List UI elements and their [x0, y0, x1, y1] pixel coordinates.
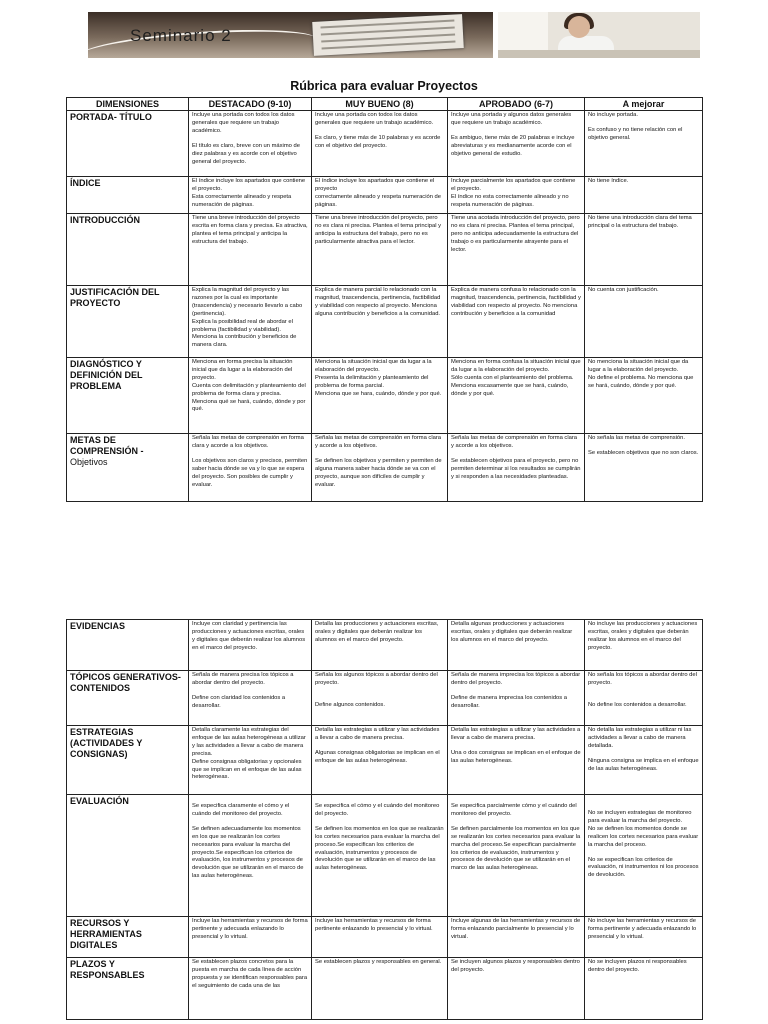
- criterion-text: Explica la posibilidad real de abordar el problema (factibilidad y viabilidad).: [192, 318, 293, 333]
- header-dimensiones: DIMENSIONES: [67, 98, 189, 111]
- rubric-row: [67, 358, 703, 434]
- criterion-cell-a-mejorar: [585, 671, 703, 726]
- dimension-label: EVALUACIÓN: [70, 796, 129, 806]
- criterion-cell-aprobado: [448, 671, 585, 726]
- criterion-cell-aprobado: [448, 111, 585, 177]
- criterion-cell-a-mejorar: [585, 620, 703, 671]
- rubric-row: [67, 671, 703, 726]
- dimension-label: PLAZOS Y RESPONSABLES: [70, 959, 145, 980]
- criterion-cell-a-mejorar: [585, 726, 703, 795]
- criterion-cell-muy-bueno: [312, 286, 448, 358]
- rubric-row: [67, 177, 703, 214]
- header-aprobado: APROBADO (6-7): [448, 98, 585, 111]
- criterion-text: Presenta la delimitación y planteamiento del problema de forma parcial.: [315, 374, 429, 389]
- dimension-cell: [67, 917, 189, 958]
- criterion-cell-destacado: [189, 358, 312, 434]
- criterion-cell-a-mejorar: [585, 214, 703, 286]
- banner-image-person: [498, 12, 700, 58]
- criterion-cell-a-mejorar: [585, 434, 703, 502]
- criterion-text: No tiene una introducción clara del tema principal o la estructura del trabajo.: [588, 215, 692, 229]
- criterion-text: correctamente alineado y respeta numeración de páginas.: [315, 193, 441, 208]
- rubric-row: [67, 620, 703, 671]
- criterion-text: Se especifica el cómo y el cuándo del monitoreo del proyecto.: [315, 803, 440, 817]
- criterion-text: Detalla algunas producciones y actuaciones escritas, orales y digitales que deberán realizar los alumnos en el marco del proyecto.: [451, 621, 573, 643]
- criterion-text: No incluye las producciones y actuaciones escritas, orales y digitales que deberán realizar los alumnos en el marco del proyecto.: [588, 621, 698, 651]
- criterion-cell-a-mejorar: [585, 177, 703, 214]
- criterion-cell-muy-bueno: [312, 726, 448, 795]
- criterion-text: Es ambiguo, tiene más de 20 palabras e incluye abreviaturas y es medianamente acorde con el objetivo general de estudio.: [451, 134, 575, 157]
- criterion-text: Cuenta con delimitación y planteamiento del problema de forma clara y precisa.: [192, 382, 306, 397]
- rubric-row: [67, 286, 703, 358]
- criterion-cell-muy-bueno: [312, 958, 448, 1020]
- criterion-cell-aprobado: [448, 958, 585, 1020]
- criterion-text: El índice incluye los apartados que contiene el proyecto: [315, 178, 435, 192]
- criterion-text: Se establecen plazos concretos para la puesta en marcha de cada línea de acción propuesta y se identifican responsables para el seguimiento de cada una de las: [192, 959, 308, 989]
- criterion-cell-a-mejorar: [585, 111, 703, 177]
- dimension-cell: [67, 726, 189, 795]
- rubric-table-2: [66, 619, 703, 1020]
- criterion-cell-aprobado: [448, 620, 585, 671]
- criterion-cell-destacado: [189, 958, 312, 1020]
- criterion-text: Incluye las herramientas y recursos de forma pertinente y adecuada enlazando lo presencial y lo virtual.: [192, 918, 308, 940]
- criterion-cell-destacado: [189, 671, 312, 726]
- criterion-text: Señala las metas de comprensión en forma clara y acorde a los objetivos.: [315, 435, 441, 449]
- criterion-text: Se establecen objetivos que no son claros.: [588, 449, 699, 456]
- criterion-text: Menciona en forma confusa la situación inicial que da lugar a la elaboración del proyecto.: [451, 359, 581, 373]
- dimension-cell: [67, 620, 189, 671]
- criterion-text: No se especifican los criterios de evaluación, ni instrumentos ni los procesos de devolución.: [588, 856, 699, 879]
- criterion-text: Tiene una breve introducción del proyecto escrita en forma clara y precisa. Es atractiva, plantea el tema principal y anticipa la estructura del trabajo.: [192, 215, 308, 245]
- criterion-text: Señala los algunos tópicos a abordar dentro del proyecto.: [315, 672, 438, 686]
- dimension-cell: [67, 434, 189, 502]
- dimension-label: METAS DE COMPRENSIÓN -: [70, 435, 144, 456]
- criterion-cell-destacado: [189, 795, 312, 917]
- criterion-cell-aprobado: [448, 214, 585, 286]
- criterion-text: Menciona qué se hará, cuándo, dónde y por qué.: [192, 398, 306, 413]
- criterion-text: Menciona en forma precisa la situación inicial que da lugar a la elaboración del proyecto.: [192, 359, 293, 381]
- criterion-text: Incluye una portada con todos los datos generales que requiere un trabajo académico.: [192, 112, 295, 134]
- dimension-label: INTRODUCCIÓN: [70, 215, 140, 225]
- criterion-cell-aprobado: [448, 177, 585, 214]
- criterion-cell-muy-bueno: [312, 917, 448, 958]
- dimension-cell: [67, 214, 189, 286]
- criterion-text: Ninguna consigna se implica en el enfoque de las aulas heterogéneas.: [588, 757, 699, 772]
- criterion-text: Menciona la contribución y beneficios de manera clara.: [192, 334, 297, 349]
- criterion-text: No cuenta con justificación.: [588, 287, 659, 293]
- dimension-label: JUSTIFICACIÓN DEL PROYECTO: [70, 287, 160, 308]
- criterion-cell-aprobado: [448, 917, 585, 958]
- criterion-cell-muy-bueno: [312, 434, 448, 502]
- criterion-cell-a-mejorar: [585, 917, 703, 958]
- banner-image-desk: [88, 12, 493, 58]
- criterion-text: Explica la magnitud del proyecto y las razones por la cual es importante (trascendencia) y necesario llevarlo a cabo (pertinencia).: [192, 287, 303, 317]
- criterion-text: Una o dos consignas se implican en el enfoque de las aulas heterogéneas.: [451, 749, 581, 764]
- header-muy-bueno: MUY BUENO (8): [312, 98, 448, 111]
- criterion-text: Algunas consignas obligatorias se implican en el enfoque de las aulas heterogéneas.: [315, 749, 440, 764]
- criterion-cell-destacado: [189, 286, 312, 358]
- criterion-cell-a-mejorar: [585, 795, 703, 917]
- header-destacado: DESTACADO (9-10): [189, 98, 312, 111]
- criterion-text: Define algunos contenidos.: [315, 701, 385, 708]
- criterion-text: Se definen los objetivos y permiten y permiten de alguna manera saber hacia dónde se va con el proyecto, aunque son difíciles de cumplir y evaluar.: [315, 457, 442, 488]
- criterion-text: Señala de manera imprecisa los tópicos a abordar dentro del proyecto.: [451, 672, 581, 686]
- dimension-cell: [67, 358, 189, 434]
- criterion-text: Define consignas obligatorias y opcionales que se implican en el enfoque de las aulas heterogéneas.: [192, 758, 302, 781]
- criterion-text: Menciona escasamente que se hará, cuándo, dónde y por qué.: [451, 382, 569, 397]
- rubric-row: [67, 111, 703, 177]
- dimension-sublabel: Objetivos: [70, 457, 108, 467]
- rubric-row: [67, 726, 703, 795]
- criterion-cell-muy-bueno: [312, 358, 448, 434]
- criterion-text: Detalla las estrategias a utilizar y las actividades a llevar a cabo de manera precisa.: [315, 727, 440, 741]
- dimension-label: ESTRATEGIAS (ACTIVIDADES Y CONSIGNAS): [70, 727, 143, 759]
- criterion-text: Incluye una portada y algunos datos generales que requiere un trabajo académico.: [451, 112, 572, 126]
- criterion-cell-muy-bueno: [312, 795, 448, 917]
- criterion-text: Detalla las estrategias a utilizar y las actividades a llevar a cabo de manera precisa.: [451, 727, 581, 741]
- criterion-cell-destacado: [189, 177, 312, 214]
- criterion-text: Explica de manera confusa lo relacionado con la magnitud, trascendencia, pertinencia, factibilidad y viabilidad con respecto al proyecto. No menciona contribución y beneficios a la comunidad: [451, 287, 581, 317]
- criterion-text: No define el problema. No menciona que se hará, cuándo, dónde y por qué.: [588, 374, 694, 389]
- rubric-table-1: [66, 97, 703, 502]
- criterion-cell-aprobado: [448, 726, 585, 795]
- criterion-cell-muy-bueno: [312, 620, 448, 671]
- criterion-text: Explica de manera parcial lo relacionado con la magnitud, trascendencia, pertinencia, factibilidad y viabilidad con respecto al proyecto. Menciona alguna contribución y beneficios a la comunidad.: [315, 287, 441, 317]
- criterion-text: Menciona la situación inicial que da lugar a la elaboración del proyecto.: [315, 359, 432, 373]
- criterion-text: Se especifica claramente el cómo y el cuándo del monitoreo del proyecto.: [192, 803, 290, 817]
- criterion-cell-destacado: [189, 917, 312, 958]
- rubric-row: [67, 917, 703, 958]
- criterion-text: Detalla claramente las estrategias del enfoque de las aulas heterogéneas a utilizar y las actividades a llevar a cabo de manera precisa.: [192, 727, 306, 757]
- criterion-text: Detalla las producciones y actuaciones escritas, orales y digitales que deberán realizar los alumnos en el marco del proyecto.: [315, 621, 439, 643]
- dimension-cell: [67, 795, 189, 917]
- dimension-label: ÍNDICE: [70, 178, 101, 188]
- criterion-cell-muy-bueno: [312, 177, 448, 214]
- criterion-cell-destacado: [189, 620, 312, 671]
- criterion-text: El índice incluye los apartados que contiene el proyecto.: [192, 178, 306, 192]
- criterion-text: Incluye algunas de las herramientas y recursos de forma enlazando parcialmente lo presencial y lo virtual.: [451, 918, 581, 940]
- criterion-text: No tiene índice.: [588, 178, 629, 184]
- criterion-text: No detalla las estrategias a utilizar ni las actividades a llevar a cabo de manera detallada.: [588, 727, 692, 749]
- criterion-text: El índice no esta correctamente alineado y no respeta numeración de páginas.: [451, 193, 569, 208]
- criterion-text: Sólo cuenta con el planteamiento del problema.: [451, 374, 574, 381]
- criterion-cell-a-mejorar: [585, 358, 703, 434]
- criterion-cell-muy-bueno: [312, 214, 448, 286]
- dimension-label: DIAGNÓSTICO Y DEFINICIÓN DEL PROBLEMA: [70, 359, 143, 391]
- criterion-text: No define los contenidos a desarrollar.: [588, 701, 687, 708]
- criterion-text: Esta correctamente alineado y respeta numeración de páginas.: [192, 193, 292, 208]
- criterion-text: Se especifica parcialmente cómo y el cuándo del monitoreo del proyecto.: [451, 803, 577, 817]
- criterion-text: Señala las metas de comprensión en forma clara y acorde a los objetivos.: [451, 435, 577, 449]
- criterion-cell-a-mejorar: [585, 286, 703, 358]
- rubric-row: [67, 434, 703, 502]
- page-title: Rúbrica para evaluar Proyectos: [290, 79, 478, 93]
- criterion-text: No incluye portada.: [588, 112, 638, 118]
- criterion-text: Se establecen plazos y responsables en general.: [315, 959, 442, 965]
- dimension-label: RECURSOS Y HERRAMIENTAS DIGITALES: [70, 918, 142, 950]
- criterion-text: Incluye con claridad y pertinencia las producciones y actuaciones escritas, orales y digitales que deberán realizar los alumnos en el marco del proyecto.: [192, 621, 306, 651]
- rubric-row: [67, 795, 703, 917]
- criterion-text: No señala los tópicos a abordar dentro del proyecto.: [588, 672, 697, 686]
- criterion-cell-aprobado: [448, 358, 585, 434]
- criterion-text: Los objetivos son claros y precisos, permiten saber hacia dónde se va y lo que se espera del proyecto. Son posibles de cumplir y evaluar.: [192, 457, 308, 488]
- criterion-text: Se definen los momentos en los que se realizarán los cortes necesarios para evaluar la marcha del proceso.Se especifican los criterios de evaluación, instrumentos y procesos de devolución que se utilizarán en el marco de las aulas heterogéneas.: [315, 825, 444, 872]
- criterion-text: No se incluyen estrategias de monitoreo para evaluar la marcha del proyecto.: [588, 810, 692, 824]
- criterion-text: Tiene una breve introducción del proyecto, pero no es clara ni precisa. Plantea el tema principal y anticipa la estructura del trabajo, pero no es particularmente atractiva para el lector.: [315, 215, 441, 245]
- criterion-text: Incluye una portada con todos los datos generales que requiere un trabajo académico.: [315, 112, 434, 126]
- criterion-cell-aprobado: [448, 795, 585, 917]
- criterion-text: Se incluyen algunos plazos y responsables dentro del proyecto.: [451, 959, 580, 973]
- criterion-cell-aprobado: [448, 434, 585, 502]
- header-banner: [88, 12, 700, 58]
- criterion-text: Menciona que se hara, cuándo, dónde y por qué.: [315, 390, 442, 397]
- criterion-text: No menciona la situación inicial que da lugar a la elaboración del proyecto.: [588, 359, 689, 373]
- criterion-cell-destacado: [189, 434, 312, 502]
- criterion-text: Incluye parcialmente los apartados que contiene el proyecto.: [451, 178, 576, 192]
- criterion-text: Define con claridad los contenidos a desarrollar.: [192, 694, 286, 709]
- criterion-text: Incluye las herramientas y recursos de forma pertinente enlazando lo presencial y lo virtual.: [315, 918, 433, 932]
- criterion-cell-aprobado: [448, 286, 585, 358]
- header-a-mejorar: A mejorar: [585, 98, 703, 111]
- dimension-label: PORTADA- TÍTULO: [70, 112, 152, 122]
- criterion-text: Define de manera imprecisa los contenidos a desarrollar.: [451, 694, 568, 709]
- dimension-cell: [67, 111, 189, 177]
- banner-title: Seminario 2: [130, 26, 232, 45]
- criterion-cell-a-mejorar: [585, 958, 703, 1020]
- criterion-text: Señala de manera precisa los tópicos a abordar dentro del proyecto.: [192, 672, 294, 686]
- criterion-cell-destacado: [189, 111, 312, 177]
- criterion-cell-destacado: [189, 214, 312, 286]
- criterion-text: No se incluyen plazos ni responsables dentro del proyecto.: [588, 959, 687, 973]
- criterion-text: Es confuso y no tiene relación con el objetivo general.: [588, 126, 683, 141]
- criterion-cell-muy-bueno: [312, 111, 448, 177]
- criterion-text: No señala las metas de comprensión.: [588, 435, 685, 441]
- dimension-label: TÓPICOS GENERATIVOS- CONTENIDOS: [70, 672, 181, 693]
- dimension-cell: [67, 177, 189, 214]
- criterion-text: Se definen parcialmente los momentos en los que se realizarán los cortes necesarios para evaluar la marcha del proceso.Se especifican parcialmente los criterios de evaluación, instrumentos y procesos de devolución que se utilizarán en el marco de las aulas heterogéneas.: [451, 825, 581, 872]
- criterion-text: El título es claro, breve con un máximo de diez palabras y es acorde con el objetivo general del proyecto.: [192, 142, 300, 165]
- criterion-text: No incluye las herramientas y recursos de forma pertinente y adecuada enlazando lo presencial y lo virtual.: [588, 918, 697, 940]
- dimension-label: EVIDENCIAS: [70, 621, 126, 631]
- criterion-cell-destacado: [189, 726, 312, 795]
- dimension-cell: [67, 671, 189, 726]
- criterion-text: No se definen los momentos donde se realicen los cortes necesarios para evaluar la marcha del proceso.: [588, 825, 699, 848]
- criterion-text: Es claro, y tiene más de 10 palabras y es acorde con el objetivo del proyecto.: [315, 134, 441, 149]
- dimension-cell: [67, 286, 189, 358]
- criterion-text: Tiene una acotada introducción del proyecto, pero no es clara ni precisa. Plantea el tema principal, pero no anticipa adecuadamente la estructura del trabajo o es particularmente atrayente para el lector.: [451, 215, 580, 253]
- rubric-row: [67, 958, 703, 1020]
- dimension-cell: [67, 958, 189, 1020]
- criterion-cell-muy-bueno: [312, 671, 448, 726]
- criterion-text: Señala las metas de comprensión en forma clara y acorde a los objetivos.: [192, 435, 304, 449]
- criterion-text: Se establecen objetivos para el proyecto, pero no permiten determinar si los resultados se cumplirán y si responden a las necesidades planteadas.: [451, 457, 581, 480]
- rubric-row: [67, 214, 703, 286]
- criterion-text: Se definen adecuadamente los momentos en los que se realizarán los cortes necesarios para evaluar la marcha del proyecto.Se especifican los criterios de evaluación, los instrumentos y procesos de devolución que se utilizarán en el marco de las aulas heterogéneas.: [192, 825, 304, 880]
